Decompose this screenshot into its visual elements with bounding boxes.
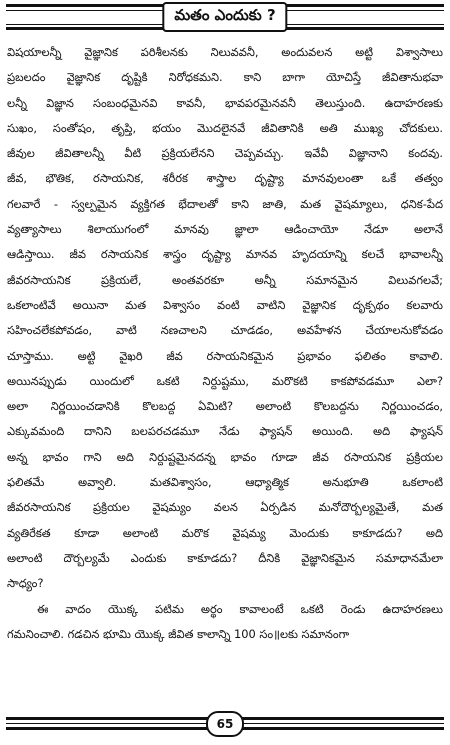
body-text xyxy=(7,40,443,647)
text-line: వ్యతిరేకత కూడా అలాంటి మరొక వైషమ్య మెందుకు కాకూడదు? అది xyxy=(7,525,443,540)
text-line: చూస్తాము. అట్టి వైఖరి జీవ రసాయనికమైన ప్రభావం ఫలితం కావాలి. xyxy=(7,348,443,363)
text-line: ఈ వాదం యొక్క పటిమ అర్థం కావాలంటే ఒకటి రెండు ఉదాహరణలు xyxy=(37,601,443,616)
text-line: విషయాలన్నీ వైజ్ఞానిక పరిశీలనకు నిలువవనీ, అందువలన అట్టి విశ్వాసాలు xyxy=(7,45,443,59)
page-number: 65 xyxy=(206,711,244,737)
text-line: జీవరసాయనిక ప్రక్రియలే, అంతవరకూ అన్నీ సమానమైన విలువగలవే; xyxy=(7,272,443,287)
text-line: అన్న భావం గాని అది నిర్దుష్టమైనదన్న భావం గూడా జీవ రసాయనిక ప్రక్రియల xyxy=(7,449,443,464)
text-line: గలవారే - స్వల్పమైన వ్యక్తిగత భేదాలతో కాని జాతి, మత వైషమ్యాలు, ధనిక-పేద xyxy=(7,196,443,211)
text-line: అయినప్పుడు యిందులో ఒకటి నిర్దుష్టము, మరొకటి కాకపోవడమూ ఎలా? xyxy=(7,373,443,388)
paragraph xyxy=(7,597,443,648)
text-line: వ్యత్యాసాలు శిలాయుగంలో మానవు జ్ఞాలా ఆడించాయో నేడూ అలానే xyxy=(7,222,443,237)
paragraph xyxy=(7,40,443,597)
text-line: అలా నిర్ణయించడానికి కొలబద్ద ఏమిటి? అలాంటి కొలబద్దను నిర్ణయించడం, xyxy=(7,399,443,414)
text-line: జీవ, భౌతిక, రసాయనిక, శరీరక శాస్త్రాల దృష్ట్యా మానవులంతా ఒకే తత్వం xyxy=(7,171,443,186)
text-line: జీవరసాయనిక ప్రక్రియల వైషమ్యం వలన ఏర్పడిన మనోదౌర్బల్యమైతే, మత xyxy=(7,500,443,515)
text-line: సుఖం, సంతోషం, తృప్తి, భయం మొదలైనవే జీవితానికి అతి ముఖ్య చోదకులు. xyxy=(7,120,443,135)
text-line: సాధ్యం? xyxy=(7,576,44,591)
text-line: ప్రబలదం వైజ్ఞానిక దృష్టికి నిరోధకమని. కాని బాగా యోచిస్తే జీవితానుభవా xyxy=(7,70,443,85)
text-line: ఫలితమే అవ్వాలి. మతవిశ్వాసం, ఆధ్యాత్మిక అనుభూతి ఒకలాంటి xyxy=(7,475,443,490)
text-line: లన్నీ విజ్ఞాన సంబంధమైనవి కావనీ, భావపరమైనవనీ తెలుస్తుంది. ఉదాహరణకు xyxy=(7,95,443,110)
text-line: జీవుల జీవితాలన్నీ వీటి ప్రక్రియలేనని చెప్పవచ్చు. ఇవేవీ విజ్ఞానాని కందవు. xyxy=(7,146,443,161)
text-line: ఎక్కువమంది దానిని బలపరచడమూ నేడు ఫ్యాషన్ అయింది. అది ఫ్యాషన్ xyxy=(7,424,443,439)
chapter-title: మతం ఎందుకు ? xyxy=(162,2,287,32)
page-footer xyxy=(6,710,444,740)
page-header xyxy=(6,2,444,32)
text-line: అలాంటి దౌర్బల్యమే ఎందుకు కాకూడదు? దీనికి వైజ్ఞానికమైన సమాధానమేలా xyxy=(7,550,443,565)
text-line: గమనించాలి. గడచిన భూమి యొక్క జీవిత కాలాన్ని 100 సం॥లకు సమానంగా xyxy=(7,626,350,641)
text-line: ఆడిస్తాయి. జీవ రసాయనిక శాస్త్రం దృష్ట్యా మానవ హృదయాన్ని కలచే భావాలన్నీ xyxy=(7,247,443,262)
text-line: ఒకలాంటివే అయినా మత విశ్వాసం వంటి వాటిని వైజ్ఞానిక దృక్పథం కలవారు xyxy=(7,297,443,312)
text-line: సహించలేకపోవడం, వాటి నణచాలని చూడడం, అవహేళన చేయాలనుకోవడం xyxy=(7,323,443,338)
